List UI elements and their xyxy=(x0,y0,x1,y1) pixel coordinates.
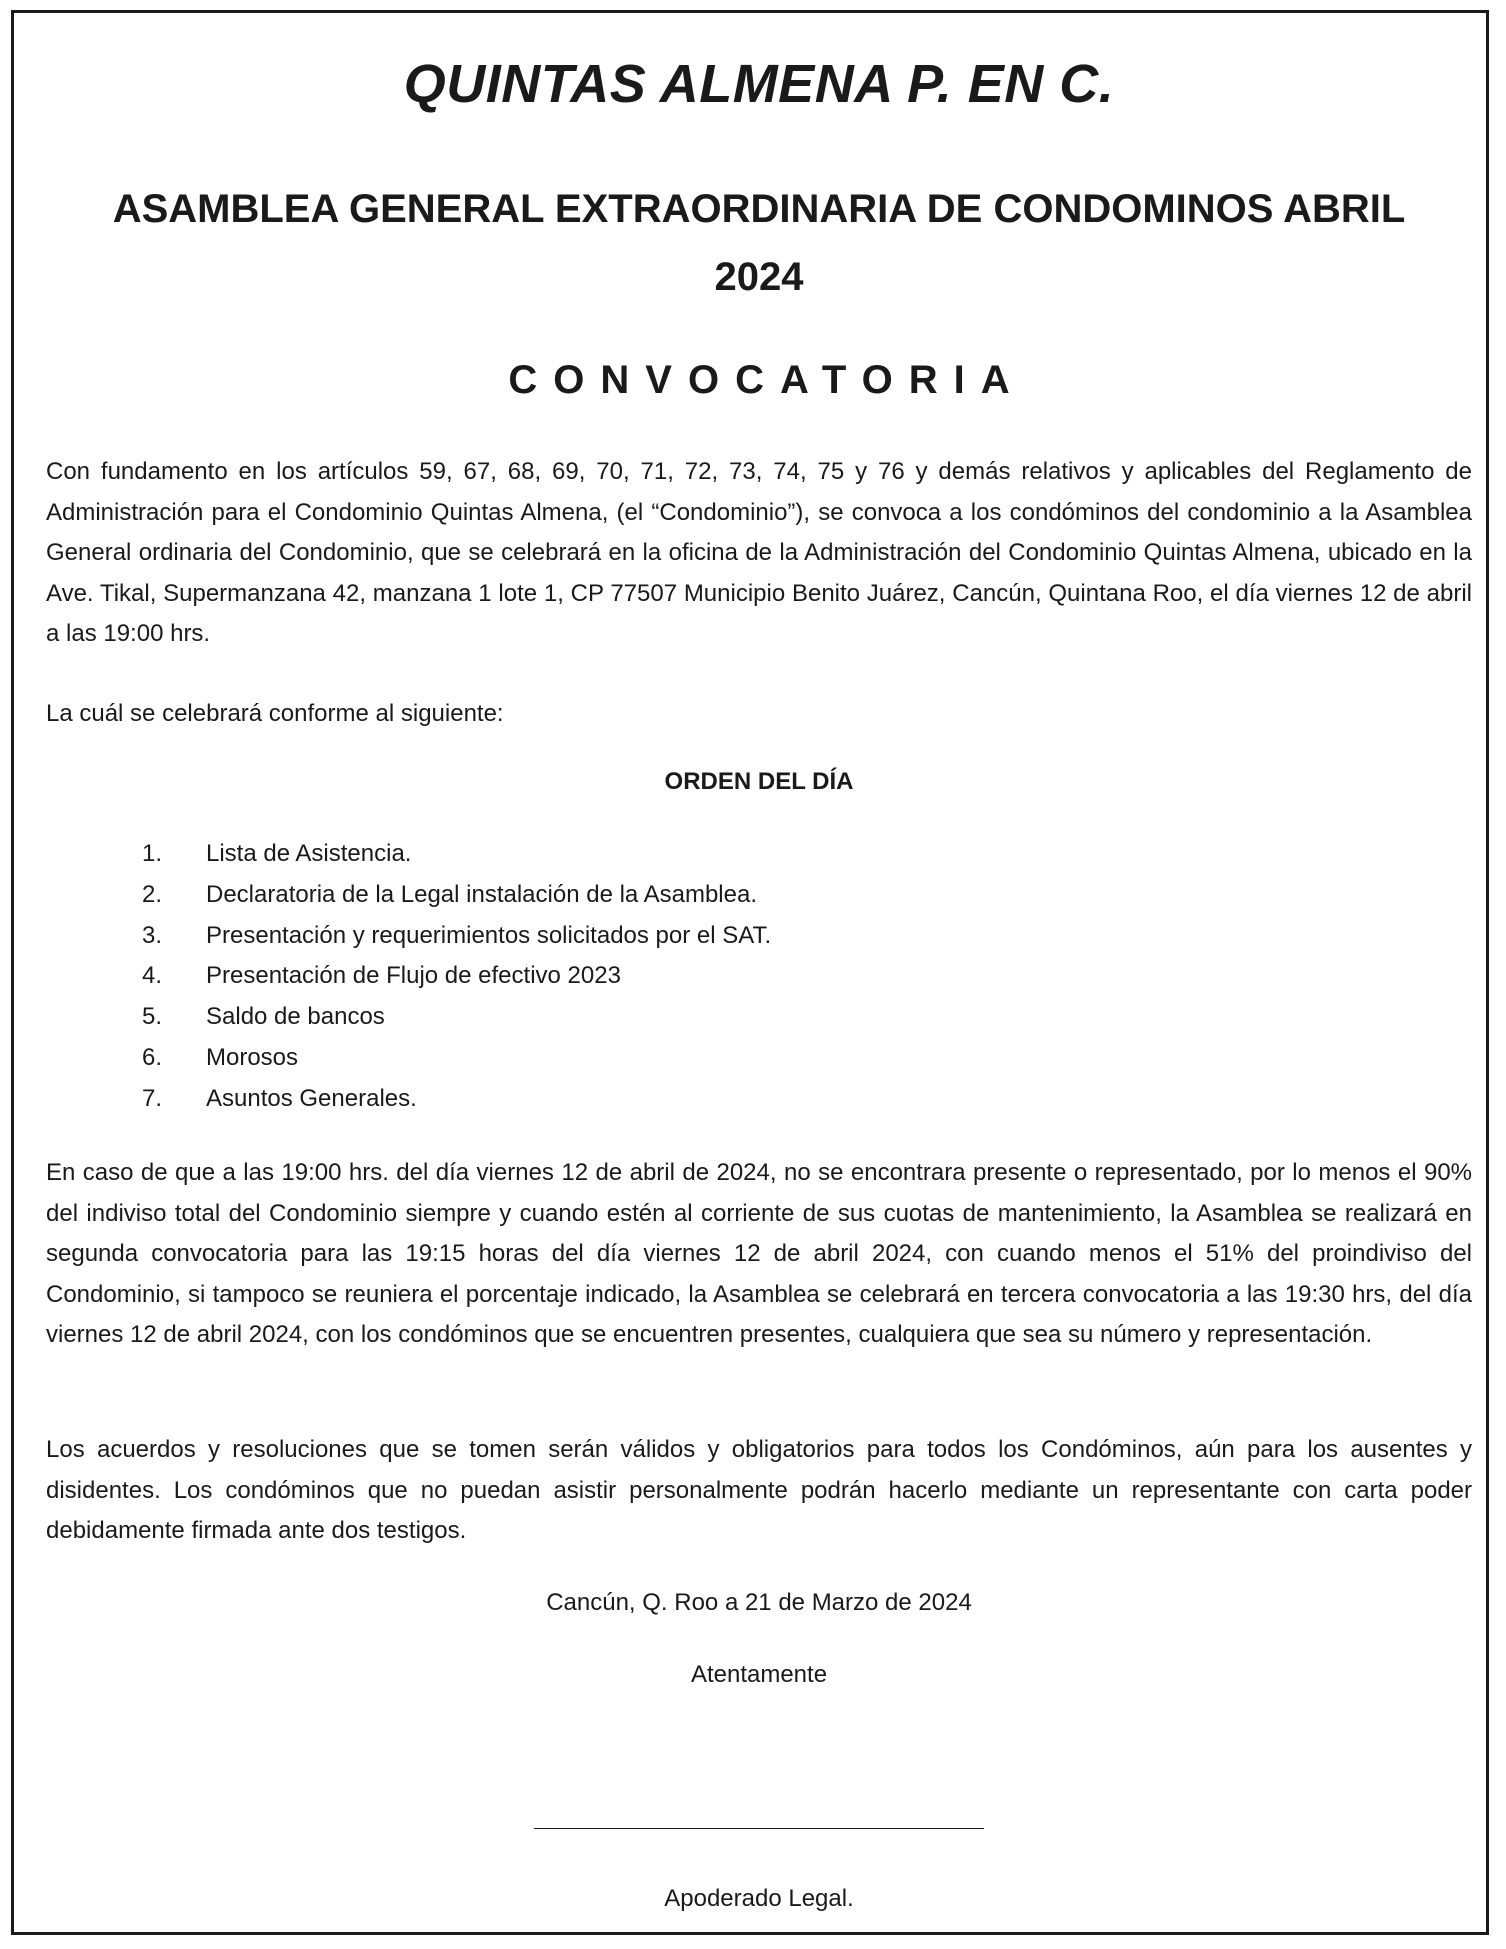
assembly-title-line-1: ASAMBLEA GENERAL EXTRAORDINARIA DE CONDOMINOS ABRIL xyxy=(112,187,1406,231)
agenda-item-number: 1. xyxy=(141,840,162,867)
signature-line xyxy=(534,1828,984,1829)
agenda-item-text: Declaratoria de la Legal instalación de la Asamblea. xyxy=(206,880,758,908)
company-name: QUINTAS ALMENA P. EN C. xyxy=(403,54,1115,114)
closing-regards: Atentamente xyxy=(690,1661,828,1688)
intro-paragraph: La cuál se celebrará conforme al siguiente: xyxy=(46,700,504,727)
agenda-item-text: Morosos xyxy=(206,1043,299,1071)
agenda-item-number: 4. xyxy=(141,962,162,990)
resolutions-paragraph: Los acuerdos y resoluciones que se tomen serán válidos y obligatorios para todos los Condóminos, aún para los ausentes y disidentes. Los condóminos que no puedan asistir personalmente podrán hacerlo mediante un representante con carta poder debidamente firmada ante dos testigos. xyxy=(46,1436,1472,1544)
assembly-title xyxy=(46,175,1472,311)
agenda-item xyxy=(106,834,771,875)
agenda-item xyxy=(106,956,771,997)
place-and-date: Cancún, Q. Roo a 21 de Marzo de 2024 xyxy=(546,1589,972,1616)
agenda-item xyxy=(106,1079,771,1120)
agenda-item-number: 6. xyxy=(141,1043,162,1071)
agenda-item-number: 7. xyxy=(141,1084,162,1112)
agenda-item-text: Lista de Asistencia. xyxy=(206,840,412,867)
agenda-item-text: Presentación y requerimientos solicitados por el SAT. xyxy=(206,921,772,949)
legal-basis-paragraph: Con fundamento en los artículos 59, 67, 68, 69, 70, 71, 72, 73, 74, 75 y 76 y demás relativos y aplicables del Reglamento de Administración para el Condominio Quintas Almena, (el “Condominio”), se convoca a los condóminos del condominio a la Asamblea General ordinaria del Condominio, que se celebrará en la oficina de la Administración del Condominio Quintas Almena, ubicado en la Ave. Tikal, Supermanzana 42, manzana 1 lote 1, CP 77507 Municipio Benito Juárez, Cancún, Quintana Roo, el día viernes 12 de abril a las 19:00 hrs. xyxy=(46,458,1472,647)
agenda-item-text: Presentación de Flujo de efectivo 2023 xyxy=(206,962,621,990)
agenda-list xyxy=(106,834,771,1120)
document-type-heading: CONVOCATORIA xyxy=(508,358,1026,402)
assembly-title-line-2: 2024 xyxy=(714,255,804,299)
agenda-item-number: 2. xyxy=(141,880,162,908)
agenda-item-text: Saldo de bancos xyxy=(206,1003,385,1031)
signer-title: Apoderado Legal. xyxy=(664,1885,854,1912)
agenda-item xyxy=(106,916,771,957)
quorum-paragraph: En caso de que a las 19:00 hrs. del día viernes 12 de abril de 2024, no se encontrara presente o representado, por lo menos el 90% del indiviso total del Condominio siempre y cuando estén al corriente de sus cuotas de mantenimiento, la Asamblea se realizará en segunda convocatoria para las 19:15 horas del día viernes 12 de abril 2024, con cuando menos el 51% del proindiviso del Condominio, si tampoco se reuniera el porcentaje indicado, la Asamblea se celebrará en tercera convocatoria a las 19:30 hrs, del día viernes 12 de abril 2024, con los condóminos que se encuentren presentes, cualquiera que sea su número y representación. xyxy=(46,1159,1472,1348)
agenda-item-number: 5. xyxy=(141,1003,162,1031)
agenda-item-number: 3. xyxy=(141,921,162,949)
agenda-item xyxy=(106,997,771,1038)
agenda-item xyxy=(106,1038,771,1079)
agenda-item xyxy=(106,875,771,916)
agenda-item-text: Asuntos Generales. xyxy=(206,1084,417,1112)
agenda-title: ORDEN DEL DÍA xyxy=(664,768,854,795)
